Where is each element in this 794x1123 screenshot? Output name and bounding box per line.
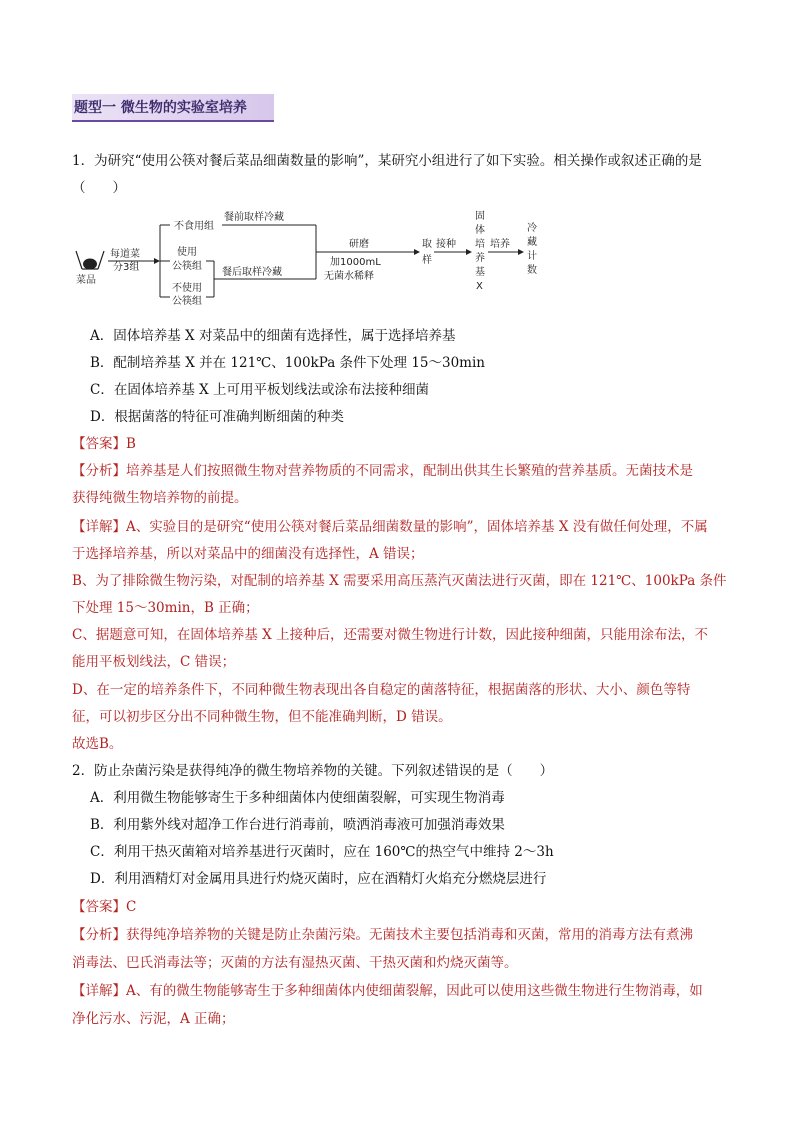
group-use-1: 使用 [177, 247, 197, 258]
count-char-1: 冷 [527, 223, 537, 234]
q1-detail-line-1 [72, 517, 708, 537]
analysis-tag: 【分析】 [72, 463, 126, 479]
grind-label: 研磨 [349, 239, 369, 250]
group-nouse-1: 不使用 [172, 283, 202, 294]
inoculate-label: 接种 [436, 239, 456, 250]
q1-detail-line-2: 于选择培养基，所以对菜品中的细菌没有选择性，A 错误； [72, 546, 424, 562]
analysis-tag: 【分析】 [72, 927, 126, 943]
q2-detail-line-1 [72, 981, 703, 1001]
count-char-2: 藏 [527, 237, 537, 248]
dilute-label-1: 加1000mL [330, 257, 381, 268]
q1-experiment-flowchart [72, 207, 542, 307]
before-meal-label: 餐前取样冷藏 [224, 212, 284, 223]
q2-analysis-line-1 [72, 925, 693, 945]
q1-analysis-line-1 [72, 461, 693, 481]
q2-detail-line-2: 净化污水、污泥，A 正确； [72, 1011, 235, 1027]
dilute-label-2: 无菌水稀释 [324, 271, 374, 282]
medium-char-1: 固 [475, 211, 485, 222]
q1-conclusion: 故选B。 [72, 736, 123, 752]
count-char-3: 计 [527, 251, 537, 262]
q1-stem: 1．为研究“使用公筷对餐后菜品细菌数量的影响”，某研究小组进行了如下实验。相关操作或叙述正确的是 [72, 153, 702, 169]
group-not-eating: 不食用组 [174, 221, 214, 232]
medium-char-5: 基 [475, 267, 485, 278]
dish-icon [76, 251, 104, 270]
medium-char-4: 养 [475, 253, 485, 264]
q2-option-d: D．利用酒精灯对金属用具进行灼烧灭菌时，应在酒精灯火焰充分燃烧层进行 [90, 871, 547, 887]
detail-tag: 【详解】 [72, 519, 126, 535]
q2-answer [72, 897, 136, 917]
detail-text: A、实验目的是研究“使用公筷对餐后菜品细菌数量的影响”，固体培养基 X 没有做任何处理，不属 [126, 519, 708, 535]
sample-char-1: 取 [422, 239, 432, 250]
q2-option-c: C．利用干热灭菌箱对培养基进行灭菌时，应在 160℃的热空气中维持 2～3h [90, 844, 554, 860]
q1-detail-line-7: D、在一定的培养条件下，不同种微生物表现出各自稳定的菌落特征，根据菌落的形状、大小、颜色等特 [72, 682, 691, 698]
q1-option-a: A．固体培养基 X 对菜品中的细菌有选择性，属于选择培养基 [90, 328, 456, 344]
split-label-1: 每道菜 [110, 249, 140, 260]
answer-tag: 【答案】 [72, 899, 126, 915]
answer-value: C [126, 899, 137, 915]
detail-tag: 【详解】 [72, 983, 126, 999]
medium-char-6: X [476, 281, 483, 292]
sample-char-2: 样 [422, 255, 432, 266]
q1-detail-line-6: 能用平板划线法，C 错误； [72, 654, 236, 670]
q1-answer [72, 434, 136, 454]
dish-label: 菜品 [76, 275, 96, 286]
analysis-text: 培养基是人们按照微生物对营养物质的不同需求，配制出供其生长繁殖的营养基质。无菌技术是 [126, 463, 693, 479]
q2-option-a: A．利用微生物能够寄生于多种细菌体内使细菌裂解，可实现生物消毒 [90, 790, 505, 806]
count-char-4: 数 [527, 265, 537, 276]
q1-stem-bracket: （ ） [72, 180, 126, 196]
q1-detail-line-5: C、据题意可知，在固体培养基 X 上接种后，还需要对微生物进行计数，因此接种细菌，只能用涂布法，不 [72, 627, 709, 643]
answer-tag: 【答案】 [72, 436, 126, 452]
answer-value: B [126, 436, 136, 452]
q2-stem: 2．防止杂菌污染是获得纯净的微生物培养物的关键。下列叙述错误的是（ ） [72, 763, 554, 779]
q1-option-b: B．配制培养基 X 并在 121℃、100kPa 条件下处理 15～30min [90, 355, 485, 371]
medium-char-3: 培 [475, 239, 485, 250]
culture-label: 培养 [490, 239, 510, 250]
q1-detail-line-8: 征，可以初步区分出不同种微生物，但不能准确判断，D 错误。 [72, 709, 452, 725]
q1-detail-line-3: B、为了排除微生物污染，对配制的培养基 X 需要采用高压蒸汽灭菌法进行灭菌，即在 121℃、100kPa 条件 [72, 573, 727, 589]
group-nouse-2: 公筷组 [172, 296, 202, 307]
q2-analysis-line-2: 消毒法、巴氏消毒法等；灭菌的方法有湿热灭菌、干热灭菌和灼烧灭菌等。 [72, 955, 518, 971]
detail-text: A、有的微生物能够寄生于多种细菌体内使细菌裂解，因此可以使用这些微生物进行生物消毒，如 [126, 983, 703, 999]
q1-option-d: D．根据菌落的特征可准确判断细菌的种类 [90, 409, 344, 425]
section-title: 题型一 微生物的实验室培养 [72, 94, 274, 122]
q2-option-b: B．利用紫外线对超净工作台进行消毒前，喷洒消毒液可加强消毒效果 [90, 817, 505, 833]
analysis-text: 获得纯净培养物的关键是防止杂菌污染。无菌技术主要包括消毒和灭菌，常用的消毒方法有煮沸 [126, 927, 693, 943]
q1-detail-line-4: 下处理 15～30min，B 正确； [72, 600, 259, 616]
q1-analysis-line-2: 获得纯微生物培养物的前提。 [72, 490, 248, 506]
medium-char-2: 体 [475, 225, 485, 236]
group-use-2: 公筷组 [172, 261, 202, 272]
split-label-2: 分3组 [113, 262, 140, 273]
after-meal-label: 餐后取样冷藏 [222, 267, 282, 278]
q1-option-c: C．在固体培养基 X 上可用平板划线法或涂布法接种细菌 [90, 382, 430, 398]
